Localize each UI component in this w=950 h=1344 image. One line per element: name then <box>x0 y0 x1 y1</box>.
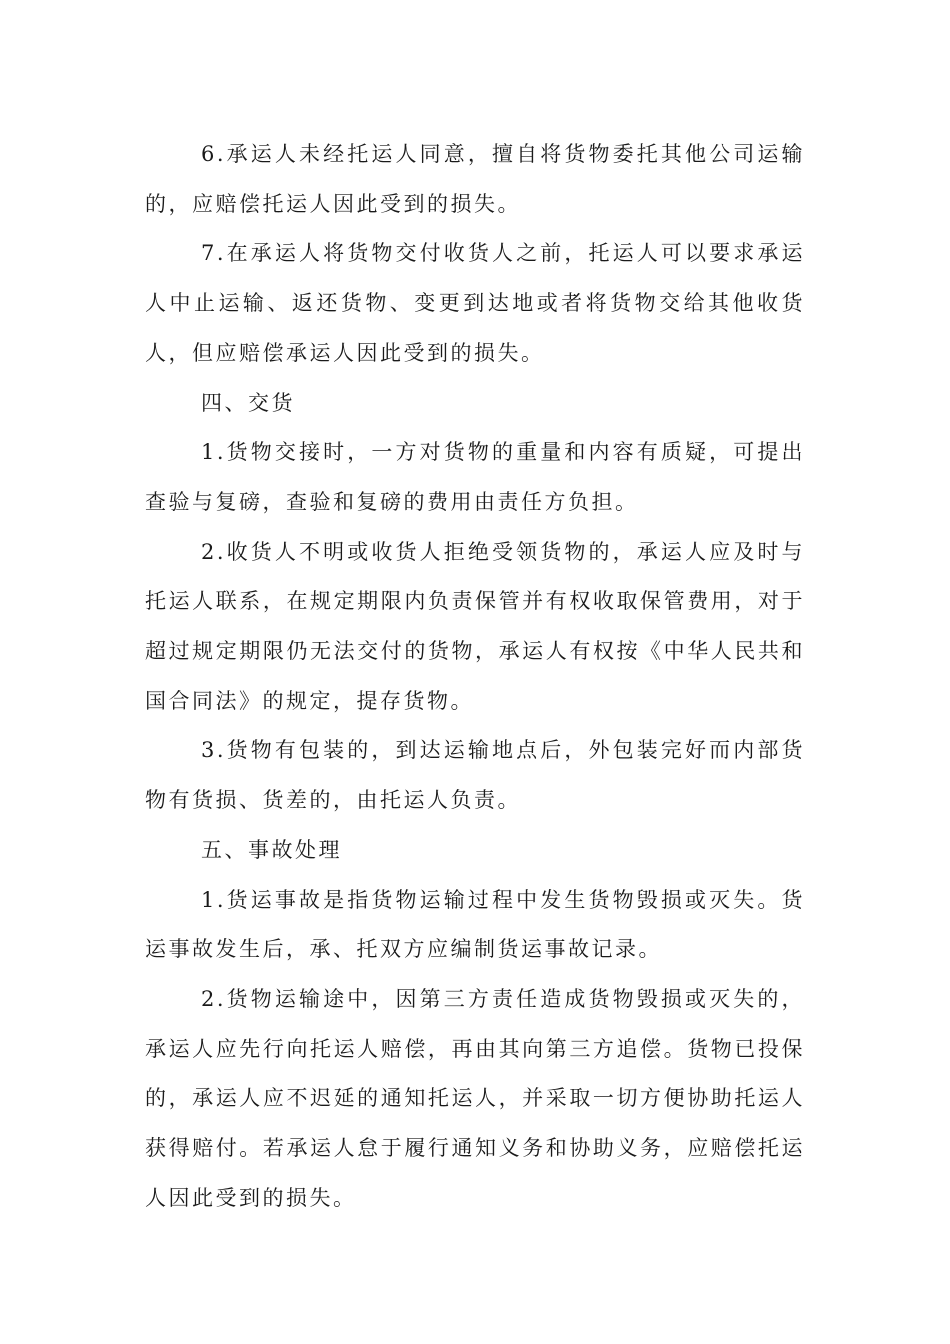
clause-6-paragraph: 6.承运人未经托运人同意，擅自将货物委托其他公司运输的，应赔偿托运人因此受到的损失。 <box>145 142 805 216</box>
section-heading-delivery: 四、交货 <box>201 390 295 415</box>
accident-clause-1-paragraph: 1.货运事故是指货物运输过程中发生货物毁损或灭失。货运事故发生后，承、托双方应编制货运事故记录。 <box>145 887 805 962</box>
clause-7-paragraph: 7.在承运人将货物交付收货人之前，托运人可以要求承运人中止运输、返还货物、变更到达地或者将货物交给其他收货人，但应赔偿承运人因此受到的损失。 <box>145 241 805 365</box>
delivery-clause-1-paragraph: 1.货物交接时，一方对货物的重量和内容有质疑，可提出查验与复磅，查验和复磅的费用由责任方负担。 <box>145 440 805 514</box>
delivery-clause-2-paragraph: 2.收货人不明或收货人拒绝受领货物的，承运人应及时与托运人联系，在规定期限内负责保管并有权收取保管费用，对于超过规定期限仍无法交付的货物，承运人有权按《中华人民共和国合同法》的规定，提存货物。 <box>145 539 805 713</box>
accident-clause-2-paragraph: 2.货物运输途中，因第三方责任造成货物毁损或灭失的，承运人应先行向托运人赔偿，再由其向第三方追偿。货物已投保的，承运人应不迟延的通知托运人，并采取一切方便协助托运人获得赔付。若承运人怠于履行通知义务和协助义务，应赔偿托运人因此受到的损失。 <box>145 986 805 1210</box>
section-heading-accident-handling: 五、事故处理 <box>201 837 342 862</box>
document-body <box>145 130 805 1223</box>
delivery-clause-3-paragraph: 3.货物有包装的，到达运输地点后，外包装完好而内部货物有货损、货差的，由托运人负责。 <box>145 738 805 813</box>
